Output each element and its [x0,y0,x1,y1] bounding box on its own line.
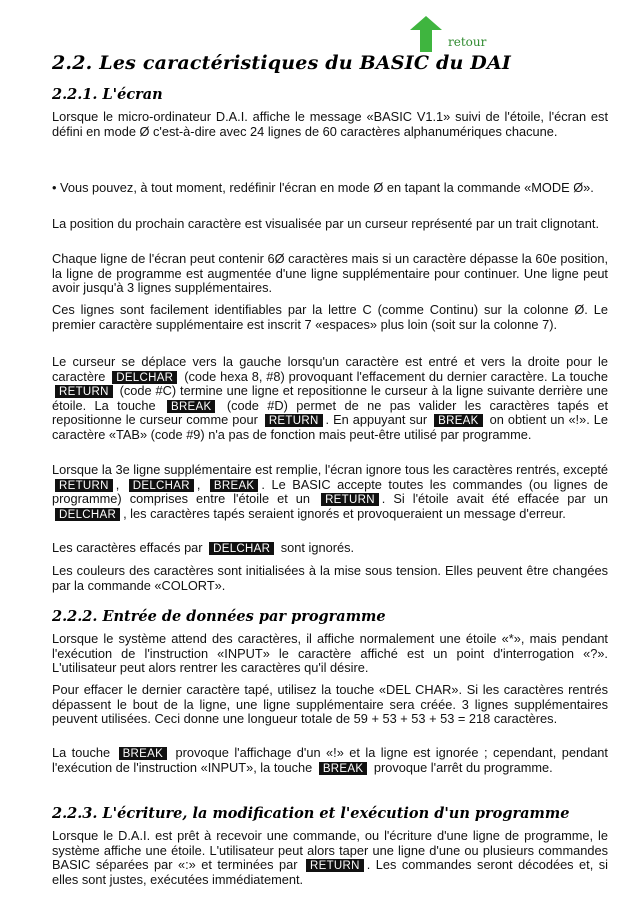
up-arrow-icon[interactable] [410,16,442,52]
return-key: RETURN [306,859,364,872]
page-title: 2.2. Les caractéristiques du BASIC du DAI [52,52,511,74]
section-heading-2-2-2: 2.2.2. Entrée de données par programme [52,608,386,625]
paragraph: Lorsque la 3e ligne supplémentaire est remplie, l'écran ignore tous les caractères rentrés, excepté RETURN , DELCHAR , BREAK . Le BASIC accepte toutes les commandes (ou lignes de programme) comprises entre l'étoile et un RETURN . Si l'étoile avait été effacée par un DELCHAR , les caractères tapés seraient ignorés et provoqueraient un message d'erreur. [52,462,609,521]
paragraph: Ces lignes sont facilement identifiables par la lettre C (comme Continu) sur la colonne Ø. Le premier caractère supplémentaire est inscrit 7 «espaces» plus loin (soit sur la colonne 7). [52,302,608,332]
section-heading-2-2-1: 2.2.1. L'écran [52,86,163,103]
paragraph: Lorsque le système attend des caractères, il affiche normalement une étoile «*», mais pendant l'exécution de l'instruction «INPUT» le caractère affiché est un point d'interrogation «?». L'utilisateur peut alors rentrer les caractères qu'il désire. [52,631,608,676]
delchar-key: DELCHAR [129,479,194,492]
paragraph: Pour effacer le dernier caractère tapé, utilisez la touche «DEL CHAR». Si les caractères rentrés dépassent le bout de la ligne, une ligne supplémentaire sera créée. 3 lignes supplémentaires peuvent utilisées. Ceci donne une longueur totale de 59 + 53 + 53 + 53 = 218 caractères. [52,682,608,727]
nav-bar [0,6,640,49]
paragraph: Lorsque le micro-ordinateur D.A.I. affiche le message «BASIC V1.1» suivi de l'étoile, l'écran est défini en mode Ø c'est-à-dire avec 24 lignes de 60 caractères alphanumériques chacune. [52,109,608,139]
break-key: BREAK [319,762,368,775]
return-key: RETURN [55,385,113,398]
delchar-key: DELCHAR [112,371,177,384]
return-key: RETURN [321,493,379,506]
paragraph: La position du prochain caractère est visualisée par un curseur représenté par un trait clignotant. [52,216,600,231]
break-key: BREAK [210,479,259,492]
return-key: RETURN [55,479,113,492]
paragraph: Chaque ligne de l'écran peut contenir 6Ø caractères mais si un caractère dépasse la 60e position, la ligne de programme est augmentée d'une ligne supplémentaire pour continuer. Une ligne peut avoir jusqu'à 3 lignes supplémentaires. [52,251,608,296]
retour-link[interactable]: retour [448,35,487,49]
delchar-key: DELCHAR [55,508,120,521]
paragraph: La touche BREAK provoque l'affichage d'un «!» et la ligne est ignorée ; cependant, pendant l'exécution de l'instruction «INPUT», la touche BREAK provoque l'arrêt du programme. [52,745,608,775]
break-key: BREAK [167,400,216,413]
paragraph: Les caractères effacés par DELCHAR sont ignorés. [52,540,355,555]
delchar-key: DELCHAR [209,542,274,555]
return-key: RETURN [265,414,323,427]
section-heading-2-2-3: 2.2.3. L'écriture, la modification et l'exécution d'un programme [52,805,570,822]
paragraph: Les couleurs des caractères sont initialisées à la mise sous tension. Elles peuvent être changées par la commande «COLORT». [52,563,608,593]
paragraph: Lorsque le D.A.I. est prêt à recevoir une commande, ou l'écriture d'une ligne de programme, le système affiche une étoile. L'utilisateur peut alors taper une ligne d'une ou plusieurs commandes BASIC séparées par «:» et terminées par RETURN . Les commandes seront décodées et, si elles sont justes, exécutées immédiatement. [52,828,608,887]
paragraph: Le curseur se déplace vers la gauche lorsqu'un caractère est entré et vers la droite pour le caractère DELCHAR (code hexa 8, #8) provoquant l'effacement du dernier caractère. La touche RETURN (code #C) termine une ligne et repositionne le curseur à la ligne suivante derrière une étoile. La touche BREAK (code #D) permet de ne pas valider les caractères tapés et repositionne le curseur comme pour RETURN . En appuyant sur BREAK on obtient un «!». Le caractère «TAB» (code #9) n'a pas de fonction mais peut-être utilisé par programme. [52,354,609,442]
break-key: BREAK [434,414,483,427]
break-key: BREAK [119,747,168,760]
paragraph: • Vous pouvez, à tout moment, redéfinir l'écran en mode Ø en tapant la commande «MODE Ø». [52,180,594,195]
